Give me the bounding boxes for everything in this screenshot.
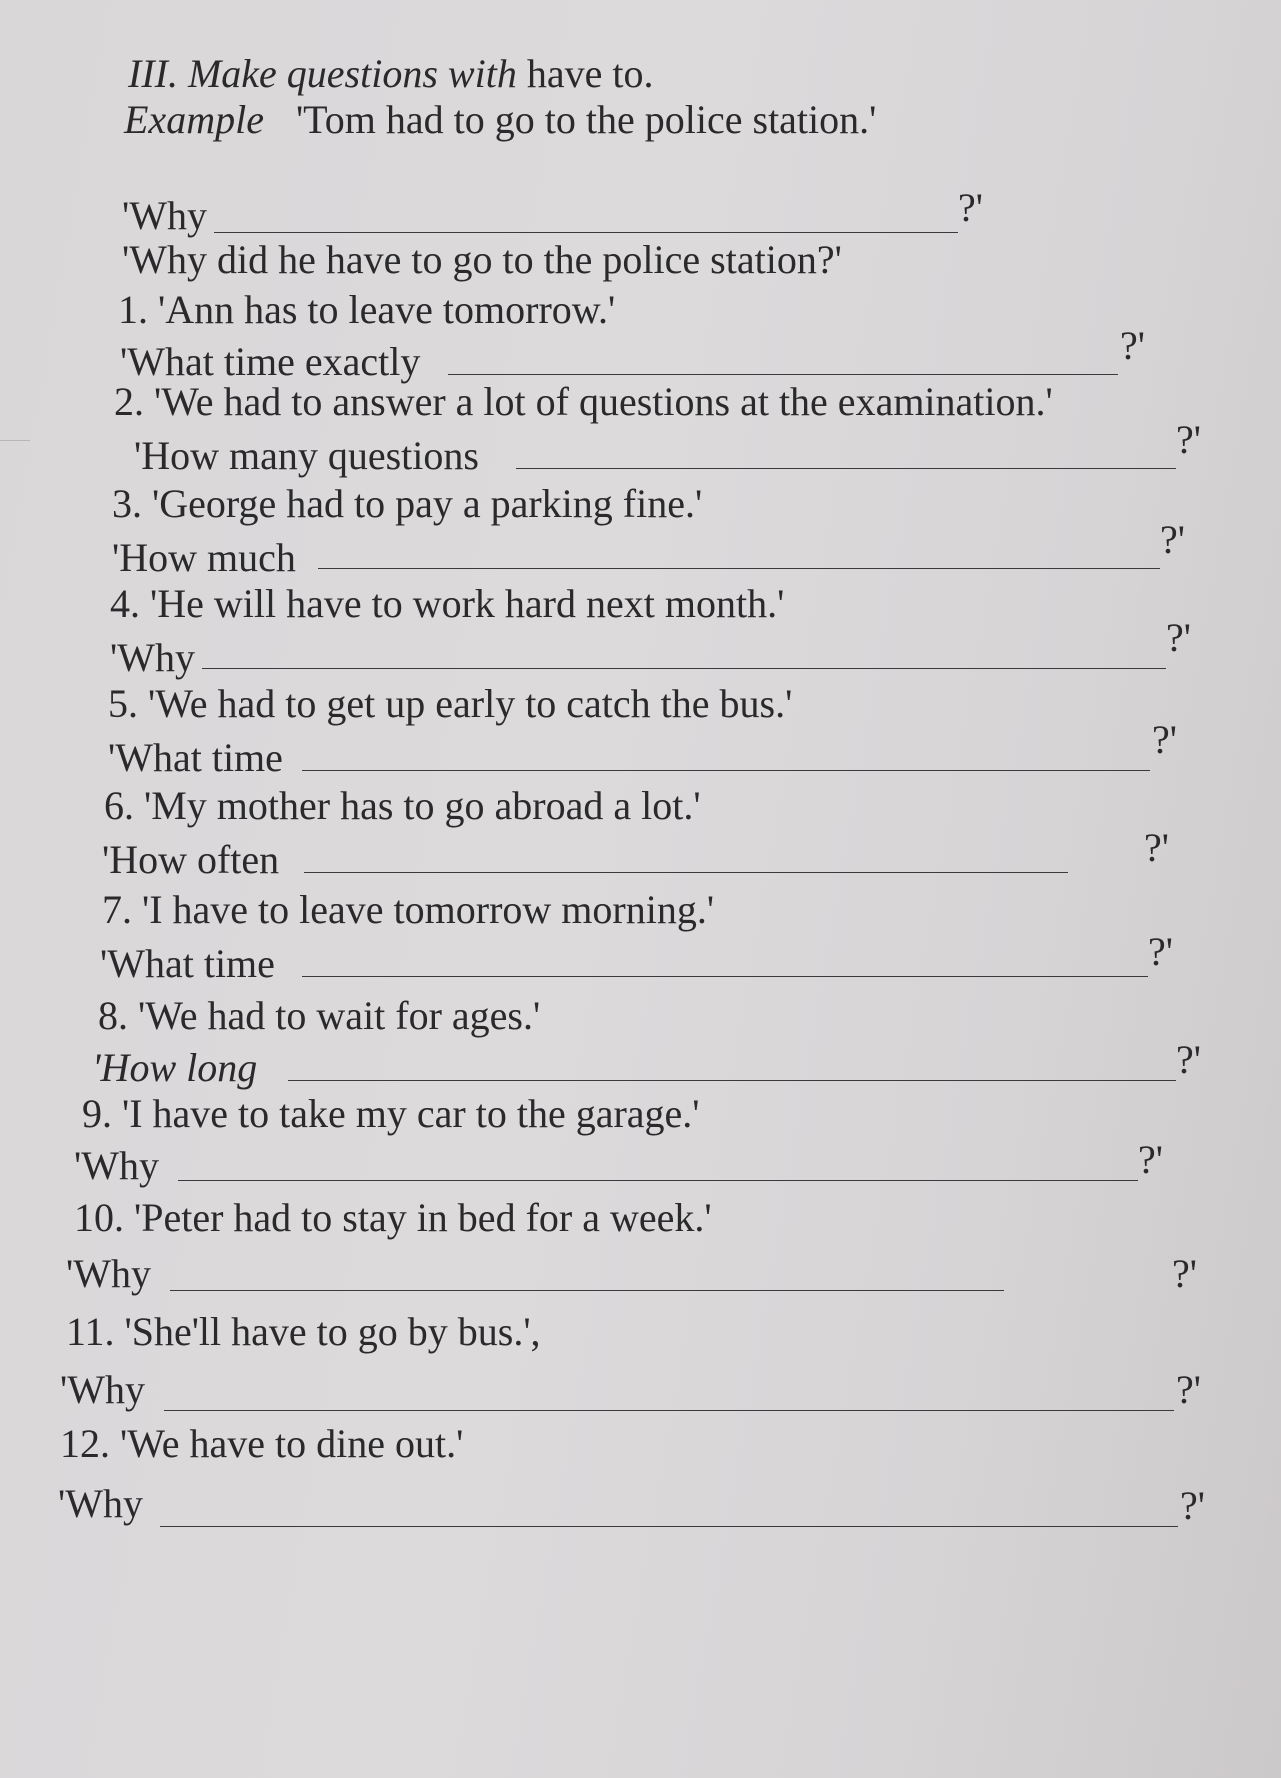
item-10-question-end: ?' bbox=[1172, 1251, 1197, 1296]
heading-plain-text: have to. bbox=[526, 51, 654, 96]
item-5-answer-blank[interactable] bbox=[302, 770, 1150, 771]
example-sentence: 'Tom had to go to the police station.' bbox=[295, 97, 877, 142]
item-5-prompt: 'What time bbox=[108, 735, 283, 780]
example-answer-blank[interactable] bbox=[214, 232, 958, 233]
item-12-question-end: ?' bbox=[1180, 1483, 1205, 1528]
item-7-answer-blank[interactable] bbox=[302, 976, 1148, 977]
item-2-question-end: ?' bbox=[1176, 417, 1201, 462]
item-9-question-end: ?' bbox=[1138, 1137, 1163, 1182]
item-1-statement: 1. 'Ann has to leave tomorrow.' bbox=[118, 287, 616, 332]
item-7-question-end: ?' bbox=[1148, 929, 1173, 974]
item-11-answer-blank[interactable] bbox=[164, 1410, 1174, 1411]
example-prompt: 'Why bbox=[122, 193, 207, 238]
example-answer: 'Why did he have to go to the police station?' bbox=[122, 237, 842, 282]
item-6-answer-blank[interactable] bbox=[304, 872, 1068, 873]
item-11-prompt: 'Why bbox=[60, 1367, 145, 1412]
item-3-prompt: 'How much bbox=[112, 535, 296, 580]
item-10-prompt: 'Why bbox=[66, 1251, 151, 1296]
item-12-statement: 12. 'We have to dine out.' bbox=[60, 1421, 464, 1466]
item-4-answer-blank[interactable] bbox=[202, 668, 1166, 669]
item-3-answer-blank[interactable] bbox=[318, 568, 1160, 569]
item-8-statement: 8. 'We had to wait for ages.' bbox=[98, 993, 541, 1038]
item-6-statement: 6. 'My mother has to go abroad a lot.' bbox=[104, 783, 701, 828]
item-9-answer-blank[interactable] bbox=[178, 1180, 1138, 1181]
item-9-prompt: 'Why bbox=[74, 1143, 159, 1188]
paper-fold-mark bbox=[0, 440, 30, 441]
item-2-statement: 2. 'We had to answer a lot of questions at the examination.' bbox=[114, 379, 1053, 424]
item-2-answer-blank[interactable] bbox=[516, 468, 1176, 469]
item-4-statement: 4. 'He will have to work hard next month.' bbox=[110, 581, 785, 626]
item-2-prompt: 'How many questions bbox=[134, 433, 479, 478]
item-6-question-end: ?' bbox=[1144, 825, 1169, 870]
item-1-question-end: ?' bbox=[1120, 323, 1145, 368]
item-8-question-end: ?' bbox=[1176, 1037, 1201, 1082]
heading-number: III. bbox=[128, 51, 178, 96]
item-6-prompt: 'How often bbox=[102, 837, 280, 882]
item-7-prompt: 'What time bbox=[100, 941, 275, 986]
item-10-statement: 10. 'Peter had to stay in bed for a week.' bbox=[74, 1195, 712, 1240]
item-5-statement: 5. 'We had to get up early to catch the bus.' bbox=[108, 681, 793, 726]
item-4-prompt: 'Why bbox=[110, 635, 195, 680]
item-1-answer-blank[interactable] bbox=[448, 374, 1118, 375]
example-label: Example bbox=[124, 97, 264, 142]
item-8-answer-blank[interactable] bbox=[288, 1080, 1176, 1081]
item-12-prompt: 'Why bbox=[58, 1481, 143, 1526]
item-3-statement: 3. 'George had to pay a parking fine.' bbox=[112, 481, 703, 526]
example-line bbox=[124, 97, 877, 142]
item-11-statement: 11. 'She'll have to go by bus.', bbox=[66, 1309, 541, 1354]
item-4-question-end: ?' bbox=[1166, 615, 1191, 660]
item-12-answer-blank[interactable] bbox=[160, 1526, 1178, 1527]
item-8-prompt: 'How long bbox=[92, 1045, 258, 1090]
item-3-question-end: ?' bbox=[1160, 517, 1185, 562]
exercise-heading bbox=[128, 51, 654, 96]
item-10-answer-blank[interactable] bbox=[170, 1290, 1004, 1291]
item-5-question-end: ?' bbox=[1152, 717, 1177, 762]
heading-italic-text: Make questions with bbox=[187, 51, 517, 96]
item-1-prompt: 'What time exactly bbox=[120, 339, 421, 384]
item-7-statement: 7. 'I have to leave tomorrow morning.' bbox=[102, 887, 715, 932]
item-9-statement: 9. 'I have to take my car to the garage.' bbox=[82, 1091, 700, 1136]
example-question-end: ?' bbox=[958, 185, 983, 230]
item-11-question-end: ?' bbox=[1176, 1367, 1201, 1412]
